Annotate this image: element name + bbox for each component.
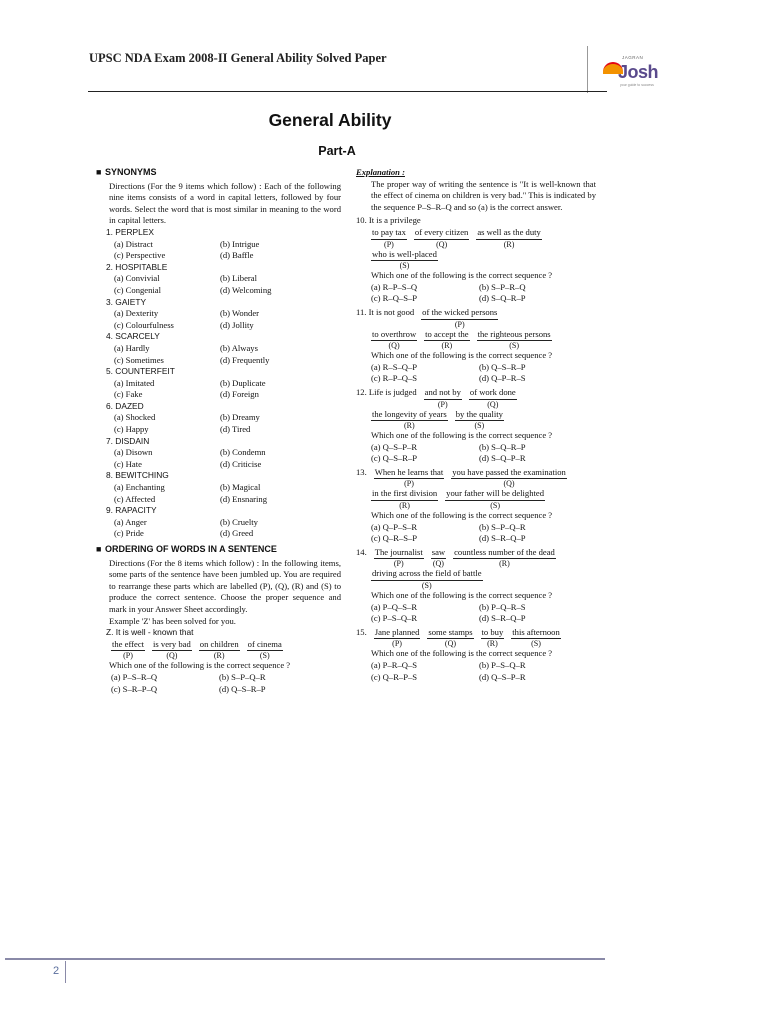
example-note: Example 'Z' has been solved for you. — [109, 615, 236, 626]
jumbled-part-label: (S) — [531, 639, 541, 649]
ordering-option-c: (c) R–P–Q–S — [371, 373, 418, 384]
synonym-option-c: (c) Congenial — [114, 284, 162, 295]
ordering-question — [356, 215, 596, 305]
jumbled-part-text: When he learns that — [374, 467, 444, 480]
ordering-option-c: (c) R–Q–S–P — [371, 293, 418, 304]
jumbled-part-text: the longevity of years — [371, 409, 448, 422]
ordering-option-b: (b) Q–S–R–P — [479, 361, 526, 372]
jumbled-part-text: this afternoon — [511, 627, 561, 640]
jumbled-part — [445, 488, 545, 510]
ordering-option-c: (c) P–S–Q–R — [371, 613, 418, 624]
jumbled-part-text: The journalist — [374, 547, 424, 560]
ordering-option-d: (d) Q–P–R–S — [479, 373, 526, 384]
jumbled-part — [421, 307, 498, 329]
jumbled-part — [424, 329, 469, 351]
jumbled-part-text: by the quality — [455, 409, 504, 422]
ordering-which: Which one of the following is the correct sequence ? — [371, 350, 553, 361]
ordering-option-c: (c) Q–R–P–S — [371, 671, 418, 682]
ordering-which: Which one of the following is the correct sequence ? — [371, 648, 553, 659]
ordering-option-a: (a) P–Q–S–R — [371, 601, 418, 612]
example-option-b: (b) S–P–Q–R — [219, 671, 266, 682]
jumbled-part-text: driving across the field of battle — [371, 568, 483, 581]
jumbled-part-label: (R) — [441, 341, 453, 351]
synonym-option-b: (b) Duplicate — [220, 377, 266, 388]
example-option-c: (c) S–R–P–Q — [111, 683, 158, 694]
synonyms-question-list — [96, 227, 341, 540]
jumbled-part — [371, 227, 407, 249]
jumbled-part-text: as well as the duty — [476, 227, 541, 240]
synonym-option-a: (a) Imitated — [114, 377, 155, 388]
jumbled-part-label: (S) — [509, 341, 519, 351]
explanation-text: The proper way of writing the sentence is "It is well-known that the effect of cinema on children is very bad." This is indicated by the sequence P–S–R–Q and so (a) is the correct answer. — [371, 178, 596, 212]
synonym-options — [114, 517, 341, 540]
ordering-option-a: (a) R–S–Q–P — [371, 361, 418, 372]
jumbled-part — [469, 387, 517, 409]
ordering-options — [371, 660, 596, 683]
jumbled-part — [481, 627, 505, 649]
jagran-josh-logo — [600, 50, 660, 90]
synonym-option-d: (d) Jollity — [220, 319, 254, 330]
question-stem-text: 14. — [356, 546, 367, 557]
bullet-icon: ■ — [96, 167, 102, 177]
example-segments — [111, 639, 341, 661]
jumbled-part — [374, 627, 421, 649]
jumbled-part — [511, 627, 561, 649]
jumbled-part-text: saw — [431, 547, 446, 560]
jumbled-part-label: (Q) — [503, 479, 515, 489]
synonym-option-a: (a) Hardly — [114, 342, 150, 353]
jumbled-part-text: to buy — [481, 627, 505, 640]
jumbled-part — [371, 249, 438, 271]
synonym-option-d: (d) Baffle — [220, 250, 254, 261]
jumbled-part — [431, 547, 446, 569]
ordering-which: Which one of the following is the correct sequence ? — [371, 270, 553, 281]
synonym-option-c: (c) Sometimes — [114, 354, 164, 365]
synonym-option-a: (a) Distract — [114, 238, 153, 249]
jumbled-part-text: you have passed the examination — [451, 467, 567, 480]
synonym-question-stem: 5. COUNTERFEIT — [106, 366, 175, 377]
jumbled-part-text: in the first division — [371, 488, 438, 501]
jumbled-part-label: (R) — [487, 639, 498, 649]
synonym-option-d: (d) Greed — [220, 528, 254, 539]
jumbled-part-text: to pay tax — [371, 227, 407, 240]
jumbled-part — [371, 568, 483, 590]
explanation-title: Explanation : — [356, 167, 405, 177]
synonym-question-stem: 2. HOSPITABLE — [106, 261, 168, 272]
synonym-option-b: (b) Dreamy — [220, 412, 260, 423]
jumbled-part-text: and not by — [424, 387, 462, 400]
jumbled-part-text: is very bad — [152, 639, 192, 652]
ordering-which: Which one of the following is the correct sequence ? — [371, 590, 553, 601]
synonym-option-c: (c) Happy — [114, 424, 149, 435]
jumbled-part — [152, 639, 192, 661]
ordering-options — [371, 282, 596, 305]
synonym-options — [114, 308, 341, 331]
bullet-icon: ■ — [96, 544, 102, 554]
ordering-heading-text: ORDERING OF WORDS IN A SENTENCE — [105, 544, 277, 554]
ordering-option-a: (a) Q–S–P–R — [371, 441, 418, 452]
jumbled-part — [476, 227, 541, 249]
synonym-option-c: (c) Hate — [114, 458, 142, 469]
synonym-option-d: (d) Ensnaring — [220, 493, 268, 504]
synonym-options — [114, 343, 341, 366]
right-column — [356, 167, 596, 683]
jumbled-part-text: of every citizen — [414, 227, 469, 240]
synonym-option-a: (a) Anger — [114, 516, 147, 527]
jumbled-part — [455, 409, 504, 431]
ordering-directions: Directions (For the 8 items which follow) : In the following items, some parts of the sentence have been jumbled up. You are required to rearrange these parts which are labelled (P), (Q), (R) and (S) to produce the correct sentence. Choose the proper sequence and mark in your Answer Sheet accordingly. — [109, 557, 341, 614]
jumbled-part-label: (R) — [213, 651, 225, 661]
jumbled-part — [371, 409, 448, 431]
synonym-option-c: (c) Colourfulness — [114, 319, 174, 330]
jumbled-part-label: (S) — [399, 261, 410, 271]
question-stem-text: 13. — [356, 466, 367, 477]
section-heading-ordering — [96, 544, 341, 556]
jumbled-part-label: (Q) — [388, 341, 400, 351]
ordering-option-a: (a) Q–P–S–R — [371, 521, 418, 532]
ordering-option-b: (b) S–P–R–Q — [479, 281, 526, 292]
jumbled-part — [247, 639, 283, 661]
ordering-option-d: (d) S–Q–P–R — [479, 453, 526, 464]
ordering-option-b: (b) S–Q–R–P — [479, 441, 526, 452]
jumbled-part — [199, 639, 240, 661]
jumbled-part — [451, 467, 567, 489]
ordering-question — [356, 387, 596, 465]
synonyms-heading-text: SYNONYMS — [105, 167, 157, 177]
jumbled-part-label: (P) — [123, 651, 133, 661]
ordering-which: Which one of the following is the correct sequence ? — [371, 510, 553, 521]
jumbled-part — [414, 227, 469, 249]
ordering-question — [356, 467, 596, 545]
example-option-d: (d) Q–S–R–P — [219, 683, 266, 694]
jumbled-part-text: Jane planned — [374, 627, 421, 640]
synonym-option-d: (d) Frequently — [220, 354, 270, 365]
synonym-option-b: (b) Intrigue — [220, 238, 260, 249]
part-heading-text: Part-A — [318, 144, 356, 158]
question-stem-text: 11. It is not good — [356, 306, 415, 317]
synonym-option-b: (b) Cruelty — [220, 516, 258, 527]
part-heading — [0, 144, 768, 158]
header-rule — [88, 91, 607, 92]
ordering-options — [371, 362, 596, 385]
ordering-option-b: (b) S–P–Q–R — [479, 521, 526, 532]
synonyms-directions: Directions (For the 9 items which follow) : Each of the following nine items consists of a word in capital letters, followed by four words. Select the word that is most similar in meaning to the word in capital letters. — [109, 180, 341, 226]
document-header-title: UPSC NDA Exam 2008-II General Ability Solved Paper — [89, 51, 387, 65]
synonym-question-stem: 9. RAPACITY — [106, 505, 157, 516]
ordering-option-b: (b) P–Q–R–S — [479, 601, 526, 612]
synonym-question-stem: 3. GAIETY — [106, 296, 147, 307]
jumbled-part-text: to accept the — [424, 329, 469, 342]
synonym-option-d: (d) Welcoming — [220, 284, 272, 295]
jumbled-part-text: of work done — [469, 387, 517, 400]
synonym-option-d: (d) Criticise — [220, 458, 262, 469]
synonym-option-c: (c) Affected — [114, 493, 156, 504]
jumbled-part — [374, 467, 444, 489]
ordering-question — [356, 627, 596, 683]
jumbled-line — [356, 215, 596, 227]
jumbled-part-label: (Q) — [487, 399, 499, 409]
question-stem-text: 15. — [356, 626, 367, 637]
synonym-option-b: (b) Liberal — [220, 273, 257, 284]
ordering-option-a: (a) P–R–Q–S — [371, 660, 418, 670]
synonym-options — [114, 273, 341, 296]
jumbled-part-text: the righteous persons — [477, 329, 552, 342]
page-number: 2 — [53, 965, 60, 977]
jumbled-part-label: (P) — [384, 239, 394, 249]
jumbled-part-label: (P) — [454, 319, 465, 329]
jumbled-line — [371, 227, 596, 249]
jumbled-line — [371, 249, 596, 271]
example-stem: Z. It is well - known that — [106, 627, 194, 638]
example-options — [111, 672, 341, 695]
jumbled-part-label: (P) — [437, 399, 448, 409]
ordering-option-d: (d) S–Q–R–P — [479, 293, 526, 304]
synonym-option-b: (b) Always — [220, 342, 258, 353]
ordering-option-c: (c) Q–S–R–P — [371, 453, 418, 464]
synonym-question-stem: 1. PERPLEX — [106, 226, 154, 237]
jumbled-part-label: (S) — [490, 501, 500, 511]
ordering-question-list — [356, 215, 596, 683]
jumbled-part — [424, 387, 462, 409]
left-column — [96, 167, 341, 695]
section-heading-synonyms — [96, 167, 341, 179]
jumbled-part-label: (P) — [393, 559, 404, 569]
jumbled-line — [371, 488, 596, 510]
synonym-option-b: (b) Wonder — [220, 308, 260, 319]
logo-tagline: your guide to success — [620, 83, 654, 87]
jumbled-line — [356, 546, 596, 569]
ordering-option-b: (b) P–S–Q–R — [479, 660, 526, 670]
synonym-question-stem: 4. SCARCELY — [106, 331, 160, 342]
jumbled-part-text: some stamps — [427, 627, 473, 640]
synonym-options — [114, 412, 341, 435]
jumbled-part — [371, 488, 438, 510]
synonym-option-a: (a) Disown — [114, 447, 153, 458]
ordering-options — [371, 442, 596, 465]
synonym-option-d: (d) Tired — [220, 424, 251, 435]
jumbled-part — [374, 547, 424, 569]
synonym-question-stem: 8. BEWITCHING — [106, 470, 169, 481]
ordering-option-d: (d) Q–S–P–R — [479, 671, 526, 682]
jumbled-part-text: your father will be delighted — [445, 488, 545, 501]
jumbled-part-label: (R) — [503, 239, 515, 249]
question-stem-text: 12. Life is judged — [356, 386, 417, 397]
jumbled-part — [371, 329, 417, 351]
synonym-options — [114, 482, 341, 505]
jumbled-part-text: of cinema — [247, 639, 283, 652]
jumbled-part-label: (P) — [392, 639, 402, 649]
jumbled-part-label: (S) — [474, 421, 485, 431]
synonym-question-stem: 7. DISDAIN — [106, 435, 150, 446]
synonym-option-b: (b) Magical — [220, 482, 261, 493]
jumbled-part-label: (S) — [259, 651, 270, 661]
ordering-option-d: (d) S–R–Q–P — [479, 613, 526, 624]
synonym-question-stem: 6. DAZED — [106, 400, 144, 411]
jumbled-line — [371, 329, 596, 351]
ordering-options — [371, 602, 596, 625]
jumbled-part-label: (S) — [421, 581, 432, 591]
logo-brand-small-text: JAGRAN — [622, 55, 644, 60]
synonym-option-d: (d) Foreign — [220, 389, 259, 400]
jumbled-part-text: who is well-placed — [371, 249, 438, 262]
ordering-option-c: (c) Q–R–S–P — [371, 533, 418, 544]
example-which: Which one of the following is the correct sequence ? — [109, 660, 291, 671]
jumbled-part-text: to overthrow — [371, 329, 417, 342]
logo-wordmark: Josh — [618, 62, 659, 82]
jumbled-part-label: (R) — [404, 421, 415, 431]
ordering-which: Which one of the following is the correct sequence ? — [371, 430, 553, 441]
synonym-option-a: (a) Enchanting — [114, 482, 165, 493]
ordering-question — [356, 547, 596, 625]
synonym-options — [114, 447, 341, 470]
jumbled-line — [356, 386, 596, 409]
jumbled-part-label: (Q) — [436, 239, 448, 249]
jumbled-part-label: (P) — [404, 479, 414, 489]
footer-divider — [65, 961, 66, 983]
synonym-option-c: (c) Pride — [114, 528, 144, 539]
jumbled-line — [371, 409, 596, 431]
jumbled-part — [427, 627, 473, 649]
page-title — [0, 110, 768, 131]
synonym-option-c: (c) Perspective — [114, 250, 166, 261]
jumbled-line — [356, 306, 596, 329]
jumbled-part — [111, 639, 145, 661]
jumbled-line — [371, 568, 596, 590]
synonym-options — [114, 239, 341, 262]
ordering-option-a: (a) R–P–S–Q — [371, 281, 418, 292]
jumbled-part-text: of the wicked persons — [421, 307, 498, 320]
jumbled-part-label: (R) — [499, 559, 510, 569]
question-stem-text: 10. It is a privilege — [356, 215, 421, 226]
jumbled-part-text: on children — [199, 639, 240, 652]
synonym-options — [114, 378, 341, 401]
synonym-option-a: (a) Shocked — [114, 412, 156, 423]
ordering-option-d: (d) S–R–Q–P — [479, 533, 526, 544]
ordering-question — [356, 307, 596, 385]
page-title-text: General Ability — [268, 110, 392, 130]
footer-rule — [5, 958, 605, 960]
ordering-options — [371, 522, 596, 545]
jumbled-part-label: (Q) — [432, 559, 444, 569]
jumbled-part-label: (Q) — [444, 639, 457, 649]
jumbled-part-text: countless number of the dead — [453, 547, 556, 560]
synonym-option-a: (a) Dexterity — [114, 308, 159, 319]
synonym-option-b: (b) Condemn — [220, 447, 266, 458]
jumbled-line — [356, 466, 596, 489]
synonym-option-a: (a) Convivial — [114, 273, 160, 284]
jumbled-part — [453, 547, 556, 569]
jumbled-part-label: (Q) — [166, 651, 178, 661]
jumbled-part-text: the effect — [111, 639, 145, 652]
synonym-option-c: (c) Fake — [114, 389, 143, 400]
jumbled-line — [356, 626, 596, 649]
header-divider — [587, 46, 588, 93]
jumbled-part — [477, 329, 552, 351]
jumbled-part-label: (R) — [399, 501, 410, 511]
example-option-a: (a) P–S–R–Q — [111, 671, 158, 682]
